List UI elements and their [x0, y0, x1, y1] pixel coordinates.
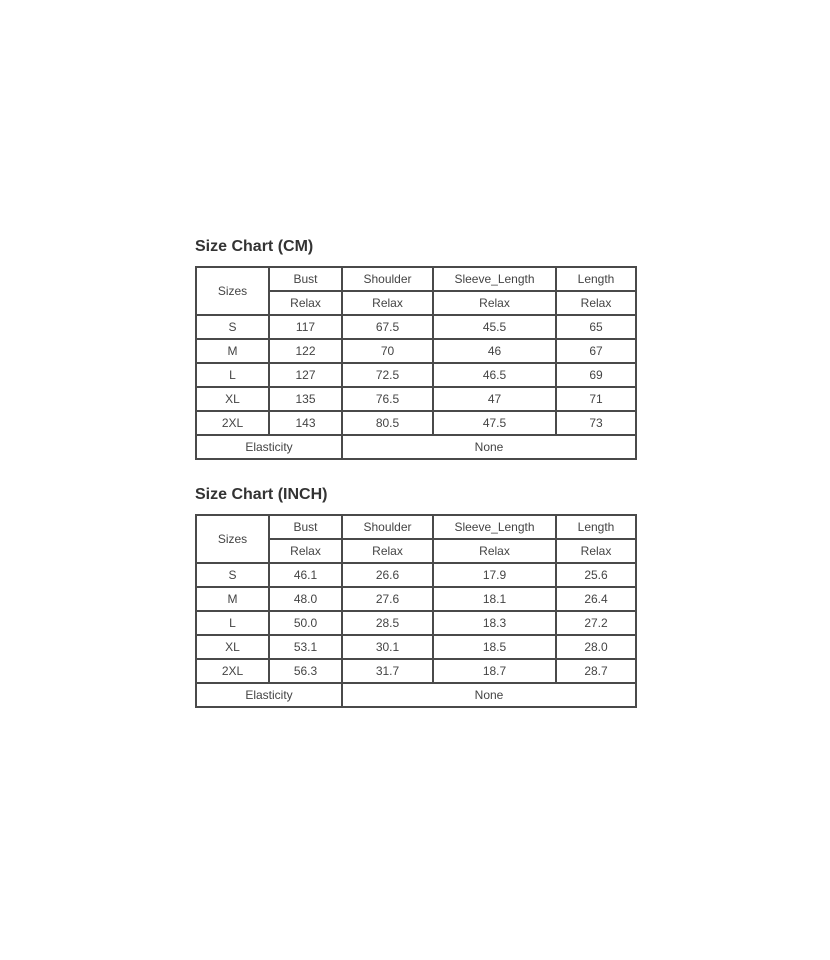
size-cell: M: [196, 587, 269, 611]
table-row: [196, 611, 636, 635]
size-cell: 2XL: [196, 659, 269, 683]
size-cell: XL: [196, 635, 269, 659]
value-cell: 69: [556, 363, 636, 387]
size-chart-cm: [195, 236, 637, 460]
subheader-cell: Relax: [556, 291, 636, 315]
subheader-cell: Relax: [342, 291, 433, 315]
value-cell: 28.0: [556, 635, 636, 659]
table-row: [196, 387, 636, 411]
value-cell: 46.5: [433, 363, 556, 387]
size-cell: XL: [196, 387, 269, 411]
table-row: [196, 635, 636, 659]
size-table-inch: [195, 514, 637, 708]
header-sleeve-length: Sleeve_Length: [433, 515, 556, 539]
subheader-cell: Relax: [433, 291, 556, 315]
table-row: [196, 411, 636, 435]
elasticity-label: Elasticity: [196, 435, 342, 459]
header-bust: Bust: [269, 267, 342, 291]
value-cell: 67: [556, 339, 636, 363]
value-cell: 18.5: [433, 635, 556, 659]
value-cell: 73: [556, 411, 636, 435]
value-cell: 25.6: [556, 563, 636, 587]
value-cell: 26.6: [342, 563, 433, 587]
elasticity-value: None: [342, 435, 636, 459]
value-cell: 70: [342, 339, 433, 363]
value-cell: 56.3: [269, 659, 342, 683]
value-cell: 48.0: [269, 587, 342, 611]
table-row: [196, 363, 636, 387]
value-cell: 47: [433, 387, 556, 411]
value-cell: 18.3: [433, 611, 556, 635]
header-shoulder: Shoulder: [342, 267, 433, 291]
header-length: Length: [556, 515, 636, 539]
value-cell: 122: [269, 339, 342, 363]
table-row: [196, 659, 636, 683]
value-cell: 46.1: [269, 563, 342, 587]
header-bust: Bust: [269, 515, 342, 539]
value-cell: 117: [269, 315, 342, 339]
size-cell: L: [196, 363, 269, 387]
size-cell: S: [196, 315, 269, 339]
sizes-header: Sizes: [196, 515, 269, 563]
value-cell: 28.5: [342, 611, 433, 635]
value-cell: 17.9: [433, 563, 556, 587]
header-row: [196, 515, 636, 539]
size-chart-inch: [195, 484, 637, 708]
value-cell: 31.7: [342, 659, 433, 683]
value-cell: 30.1: [342, 635, 433, 659]
header-row: [196, 267, 636, 291]
value-cell: 143: [269, 411, 342, 435]
header-sleeve-length: Sleeve_Length: [433, 267, 556, 291]
elasticity-label: Elasticity: [196, 683, 342, 707]
chart-title: Size Chart (INCH): [195, 486, 328, 503]
value-cell: 76.5: [342, 387, 433, 411]
value-cell: 45.5: [433, 315, 556, 339]
value-cell: 46: [433, 339, 556, 363]
subheader-cell: Relax: [342, 539, 433, 563]
chart-title: Size Chart (CM): [195, 238, 314, 255]
table-row: [196, 587, 636, 611]
value-cell: 53.1: [269, 635, 342, 659]
size-cell: 2XL: [196, 411, 269, 435]
value-cell: 47.5: [433, 411, 556, 435]
elasticity-row: [196, 683, 636, 707]
value-cell: 67.5: [342, 315, 433, 339]
subheader-cell: Relax: [556, 539, 636, 563]
value-cell: 18.7: [433, 659, 556, 683]
sizes-header: Sizes: [196, 267, 269, 315]
value-cell: 71: [556, 387, 636, 411]
subheader-cell: Relax: [433, 539, 556, 563]
size-cell: M: [196, 339, 269, 363]
value-cell: 27.2: [556, 611, 636, 635]
value-cell: 50.0: [269, 611, 342, 635]
value-cell: 27.6: [342, 587, 433, 611]
value-cell: 127: [269, 363, 342, 387]
subheader-cell: Relax: [269, 539, 342, 563]
header-shoulder: Shoulder: [342, 515, 433, 539]
value-cell: 26.4: [556, 587, 636, 611]
elasticity-row: [196, 435, 636, 459]
header-length: Length: [556, 267, 636, 291]
table-row: [196, 563, 636, 587]
value-cell: 18.1: [433, 587, 556, 611]
table-row: [196, 339, 636, 363]
subheader-cell: Relax: [269, 291, 342, 315]
size-table-cm: [195, 266, 637, 460]
value-cell: 135: [269, 387, 342, 411]
value-cell: 65: [556, 315, 636, 339]
value-cell: 72.5: [342, 363, 433, 387]
size-cell: S: [196, 563, 269, 587]
size-cell: L: [196, 611, 269, 635]
table-row: [196, 315, 636, 339]
elasticity-value: None: [342, 683, 636, 707]
value-cell: 28.7: [556, 659, 636, 683]
value-cell: 80.5: [342, 411, 433, 435]
